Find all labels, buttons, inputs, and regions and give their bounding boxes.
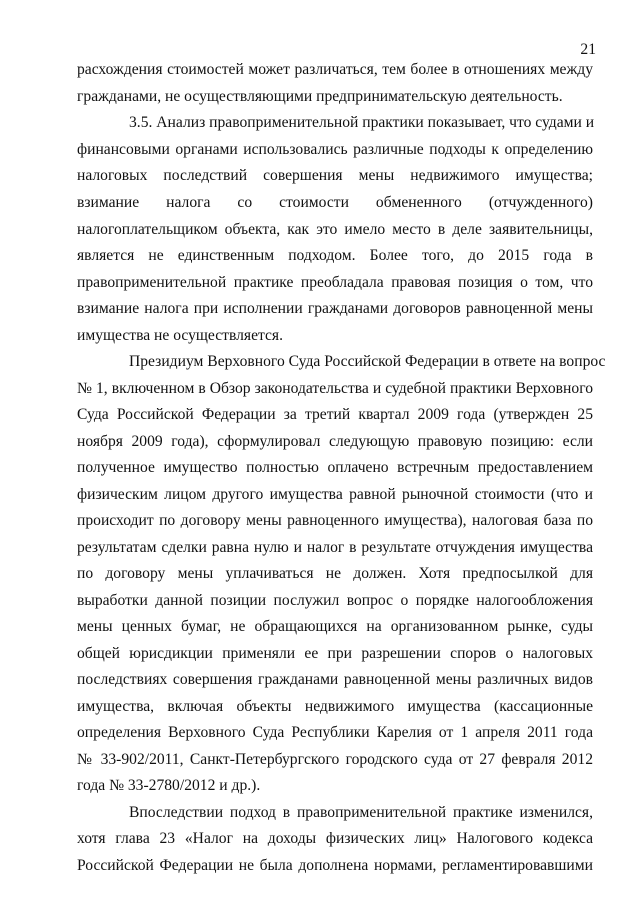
- text-line: последствиях совершения гражданами равноценной мены различных видов: [77, 671, 593, 688]
- text-line: взимание налога при исполнении гражданами договоров равноценной мены: [77, 300, 593, 317]
- text-line: Впоследствии подход в правоприменительной практике изменился,: [129, 804, 593, 821]
- text-line: Суда Российской Федерации за третий квартал 2009 года (утвержден 25: [77, 406, 593, 423]
- text-line: физическим лицом другого имущества равной рыночной стоимости (что и: [77, 486, 593, 503]
- text-line: имущества, включая объекты недвижимого имущества (кассационные: [77, 698, 593, 715]
- text-line: № 1, включенном в Обзор законодательства и судебной практики Верховного: [77, 380, 593, 397]
- text-line: правоприменительной практике преобладала правовая позиция о том, что: [77, 274, 593, 291]
- text-line: финансовыми органами использовались различные подходы к определению: [77, 141, 593, 158]
- text-line: результатам сделки равна нулю и налог в результате отчуждения имущества: [77, 539, 593, 556]
- text-line: налоговых последствий совершения мены недвижимого имущества;: [77, 167, 593, 184]
- text-line: № 33-902/2011, Санкт-Петербургского городского суда от 27 февраля 2012: [77, 751, 593, 768]
- text-line: расхождения стоимостей может различаться, тем более в отношениях между: [77, 61, 593, 78]
- text-line: взимание налога со стоимости обмененного (отчужденного): [77, 194, 593, 211]
- text-line: мены ценных бумаг, не обращающихся на организованном рынке, суды: [77, 618, 593, 635]
- text-line: по договору мены уплачиваться не должен. Хотя предпосылкой для: [77, 565, 593, 582]
- text-line: хотя глава 23 «Налог на доходы физических лиц» Налогового кодекса: [77, 830, 593, 847]
- text-line: года № 33-2780/2012 и др.).: [77, 777, 261, 794]
- text-line: ноября 2009 года), сформулировал следующую правовую позицию: если: [77, 433, 593, 450]
- text-line: 3.5. Анализ правоприменительной практики показывает, что судами и: [129, 114, 595, 131]
- text-line: общей юрисдикции применяли ее при разрешении споров о налоговых: [77, 645, 593, 662]
- text-line: гражданами, не осуществляющими предпринимательскую деятельность.: [77, 88, 563, 105]
- text-line: является не единственным подходом. Более того, до 2015 года в: [77, 247, 593, 264]
- text-line: происходит по договору мены равноценного имущества), налоговая база по: [77, 512, 593, 529]
- text-line: полученное имущество полностью оплачено встречным предоставлением: [77, 459, 593, 476]
- page-number: 21: [580, 41, 596, 58]
- text-line: Президиум Верховного Суда Российской Федерации в ответе на вопрос: [129, 353, 606, 370]
- text-line: определения Верховного Суда Республики Карелия от 1 апреля 2011 года: [77, 724, 593, 741]
- text-line: Российской Федерации не была дополнена нормами, регламентировавшими: [77, 857, 593, 874]
- text-line: налогоплательщиком объекта, как это имело место в деле заявительницы,: [77, 221, 593, 238]
- text-line: выработки данной позиции послужил вопрос о порядке налогообложения: [77, 592, 593, 609]
- text-line: имущества не осуществляется.: [77, 327, 283, 344]
